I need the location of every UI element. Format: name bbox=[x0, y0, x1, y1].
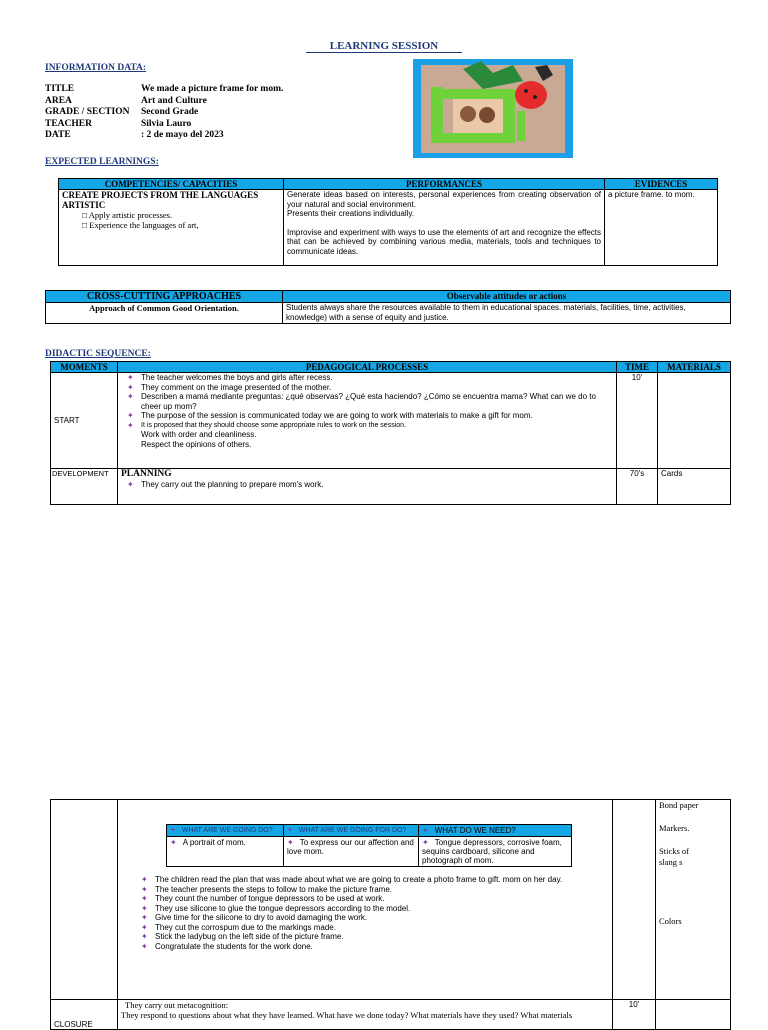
list-item: ✦ They use silicone to glue the tongue depressors according to the model. bbox=[155, 904, 612, 914]
moment-start: START bbox=[51, 373, 118, 469]
list-item: ✦ The purpose of the session is communicated today we are going to work with materials to make a gift for mom. bbox=[141, 411, 613, 421]
moment-closure: CLOSURE bbox=[51, 1000, 118, 1030]
plan-value: ✦ To express our our affection and love mom. bbox=[284, 837, 419, 867]
list-item: ✦ The teacher presents the steps to follow to make the picture frame. bbox=[155, 885, 612, 895]
start-time: 10' bbox=[617, 373, 658, 469]
moment-development: DEVELOPMENT bbox=[51, 469, 118, 505]
plan-value: ✦ Tongue depressors, corrosive foam, sequins cardboard, silicone and photograph of mom. bbox=[419, 837, 572, 867]
closure-processes: They carry out metacognition: They respond to questions about what they have learned. What have we done today? What materials have they used? What materials bbox=[118, 1000, 613, 1030]
header-moments: MOMENTS bbox=[51, 362, 118, 373]
development-processes: PLANNING ✦ They carry out the planning to prepare mom's work. bbox=[118, 469, 617, 505]
didactic-table-continued bbox=[50, 799, 731, 1030]
info-block: TITLE We made a picture frame for mom. AREA Art and Culture GRADE / SECTION Second Grade TEACHER Silvia Lauro DATE : 2 de mayo del 2023 bbox=[45, 84, 284, 140]
materials-cell: Bond paper Markers. Sticks of slang s Colors bbox=[656, 800, 731, 1000]
didactic-label: DIDACTIC SEQUENCE: bbox=[45, 349, 151, 359]
header-attitudes: Observable attitudes or actions bbox=[283, 291, 731, 303]
picture-frame-photo bbox=[413, 59, 573, 158]
plan-header: ✦ WHAT ARE WE GOING DO? bbox=[167, 825, 284, 837]
start-materials bbox=[658, 373, 731, 469]
start-processes bbox=[118, 373, 617, 469]
list-item: Respect the opinions of others. bbox=[141, 439, 252, 449]
list-item: ✦ Describen a mamá mediante preguntas: ¿qué observas? ¿Qué esta haciendo? ¿Cómo se encuentra mama? What can we do to cheer up mom? bbox=[141, 392, 613, 411]
header-performances: PERFORMANCES bbox=[284, 179, 605, 190]
attitudes-cell: Students always share the resources available to them in educational spaces. materials, facilities, time, activities, knowledge) with a sense of equity and justice. bbox=[283, 303, 731, 324]
list-item: ✦ They count the number of tongue depressors to be used at work. bbox=[155, 894, 612, 904]
performances-cell: Generate ideas based on interests, personal experiences from creating observation of your natural and social environment. Presents their creations individually. Improvise and experiment with ways to use the elements of art and recognize the effects that can be achieved by combining various media, materials, tools and techniques to communicate ideas. bbox=[284, 190, 605, 266]
closure-materials bbox=[656, 1000, 731, 1030]
expected-learnings-table bbox=[58, 178, 718, 266]
list-item: Work with order and cleanliness. bbox=[141, 430, 257, 439]
expected-label: EXPECTED LEARNINGS: bbox=[45, 157, 159, 167]
time-empty bbox=[613, 800, 656, 1000]
header-processes: PEDAGOGICAL PROCESSES bbox=[118, 362, 617, 373]
list-item: ✦ They comment on the image presented of the mother. bbox=[141, 383, 613, 393]
header-time: TIME bbox=[617, 362, 658, 373]
list-item: ✦ Congratulate the students for the work done. bbox=[155, 942, 612, 952]
plan-value: ✦ A portrait of mom. bbox=[167, 837, 284, 867]
evidence-cell: a picture frame. to mom. bbox=[605, 190, 718, 266]
list-item: ✦ The children read the plan that was made about what we are going to create a photo frame to gift. mom on her day. bbox=[155, 875, 612, 885]
header-cross-cutting: CROSS-CUTTING APPROACHES bbox=[46, 291, 283, 303]
competency-cell: CREATE PROJECTS FROM THE LANGUAGES ARTISTIC □ Apply artistic processes. □ Experience the languages of art, bbox=[59, 190, 284, 266]
approach-cell: Approach of Common Good Orientation. bbox=[46, 303, 283, 324]
page-title: LEARNING SESSION bbox=[0, 40, 768, 53]
moment-empty bbox=[51, 800, 118, 1000]
list-item: ✦ They carry out the planning to prepare mom's work. bbox=[141, 480, 613, 490]
list-item: ✦ Stick the ladybug on the left side of the picture frame. bbox=[155, 932, 612, 942]
header-competencies: COMPETENCIES/ CAPACITIES bbox=[59, 179, 284, 190]
didactic-table bbox=[50, 361, 731, 505]
list-item: ✦ They cut the corrospum due to the markings made. bbox=[155, 923, 612, 933]
header-materials: MATERIALS bbox=[658, 362, 731, 373]
development-steps bbox=[118, 800, 613, 1000]
list-item: ✦ Give time for the silicone to dry to avoid damaging the work. bbox=[155, 913, 612, 923]
plan-header: ✦ WHAT ARE WE GOING FOR DO? bbox=[284, 825, 419, 837]
plan-table bbox=[166, 824, 572, 867]
development-materials: Cards bbox=[658, 469, 731, 505]
development-time: 70's bbox=[617, 469, 658, 505]
list-item: ✦ The teacher welcomes the boys and girls after recess. bbox=[141, 373, 613, 383]
info-label: INFORMATION DATA: bbox=[45, 63, 147, 73]
plan-header: ✦ WHAT DO WE NEED? bbox=[419, 825, 572, 837]
list-item: ✦ It is proposed that they should choose some appropriate rules to work on the session. bbox=[141, 421, 613, 431]
cross-cutting-table bbox=[45, 290, 731, 324]
header-evidences: EVIDENCES bbox=[605, 179, 718, 190]
closure-time: 10' bbox=[613, 1000, 656, 1030]
